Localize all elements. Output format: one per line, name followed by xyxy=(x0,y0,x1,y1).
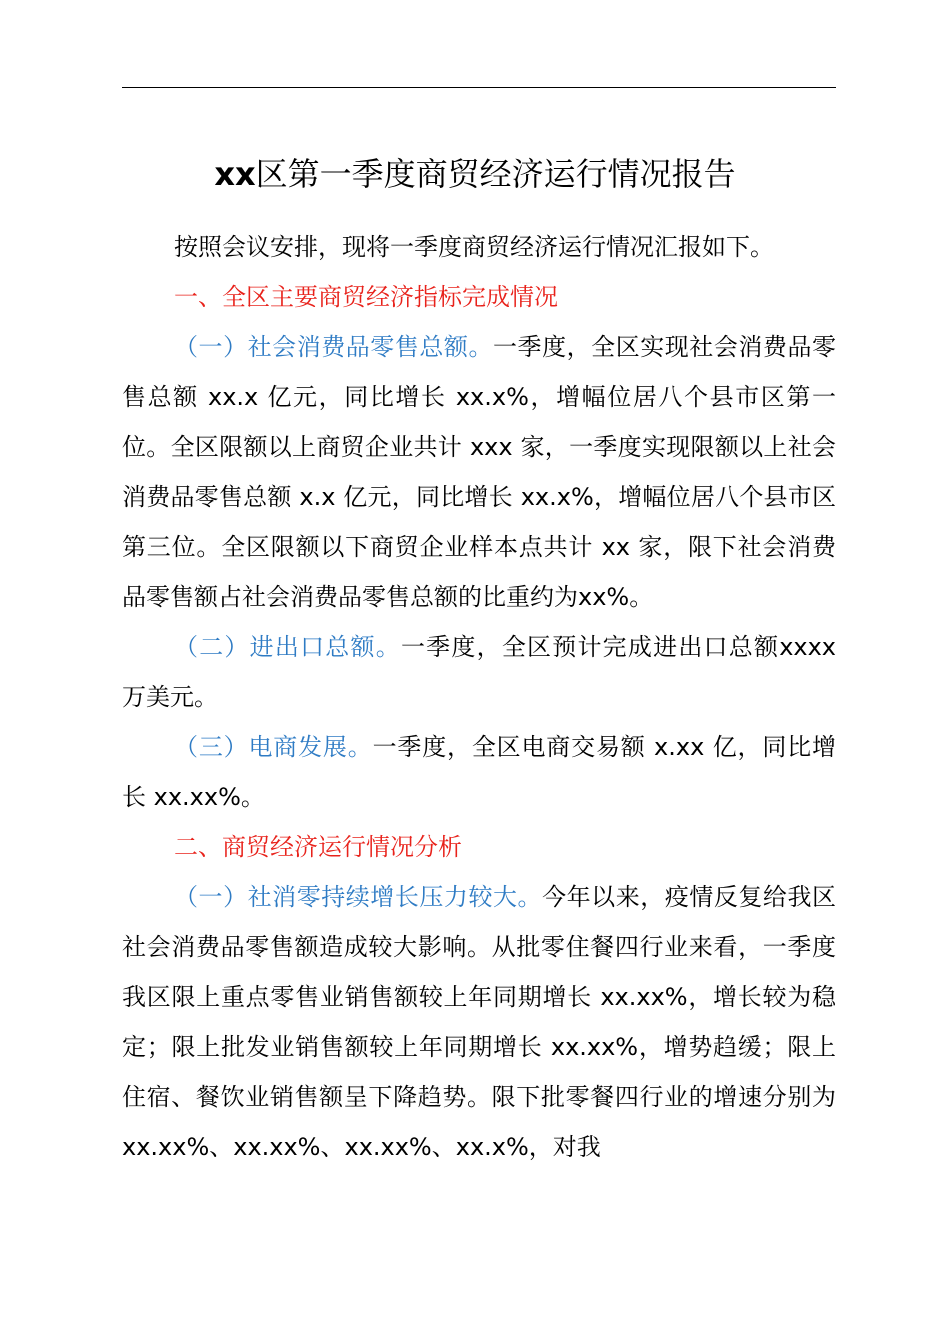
subheading-growth-pressure: （一）社消零持续增长压力较大。 xyxy=(174,883,543,911)
paragraph-text: 一季度，全区实现社会消费品零售总额 xx.x 亿元，同比增长 xx.x%，增幅位居八个县市区第一位。全区限额以上商贸企业共计 xxx 家，一季度实现限额以上社会消费品零售总额 x.x 亿元，同比增长 xx.x%，增幅位居八个县市区第三位。全区限额以下商贸企业样本点共计 xx 家，限下社会消费品零售额占社会消费品零售总额的比重约为xx%。 xyxy=(122,333,836,611)
paragraph-ecommerce xyxy=(122,722,836,822)
paragraph-text: 一季度，全区预计完成进出口总额xxxx 万美元。 xyxy=(122,633,837,711)
paragraph-text: 一季度，全区电商交易额 x.xx 亿，同比增长 xx.xx%。 xyxy=(122,733,836,811)
title-text: 区第一季度商贸经济运行情况报告 xyxy=(255,155,736,193)
header-rule xyxy=(122,87,836,88)
document-body xyxy=(122,222,836,1172)
paragraph-text: 今年以来，疫情反复给我区社会消费品零售额造成较大影响。从批零住餐四行业来看，一季度我区限上重点零售业销售额较上年同期增长 xx.xx%，增长较为稳定；限上批发业销售额较上年同期增长 xx.xx%，增势趋缓；限上住宿、餐饮业销售额呈下降趋势。限下批零餐四行业的增速分别为 xx.xx%、xx.xx%、xx.xx%、xx.x%，对我 xyxy=(122,883,837,1161)
intro-paragraph: 按照会议安排，现将一季度商贸经济运行情况汇报如下。 xyxy=(174,233,774,261)
section-heading-2: 二、商贸经济运行情况分析 xyxy=(174,833,462,861)
subheading-retail-sales: （一）社会消费品零售总额。 xyxy=(174,333,493,361)
subheading-import-export: （二）进出口总额。 xyxy=(174,633,401,661)
title-prefix: xx xyxy=(214,155,256,193)
paragraph-retail-sales xyxy=(122,322,836,622)
subheading-ecommerce: （三）电商发展。 xyxy=(174,733,373,761)
paragraph-import-export xyxy=(122,622,836,722)
paragraph-growth-pressure xyxy=(122,872,836,1172)
document-title xyxy=(0,148,950,200)
section-heading-1: 一、全区主要商贸经济指标完成情况 xyxy=(174,283,558,311)
